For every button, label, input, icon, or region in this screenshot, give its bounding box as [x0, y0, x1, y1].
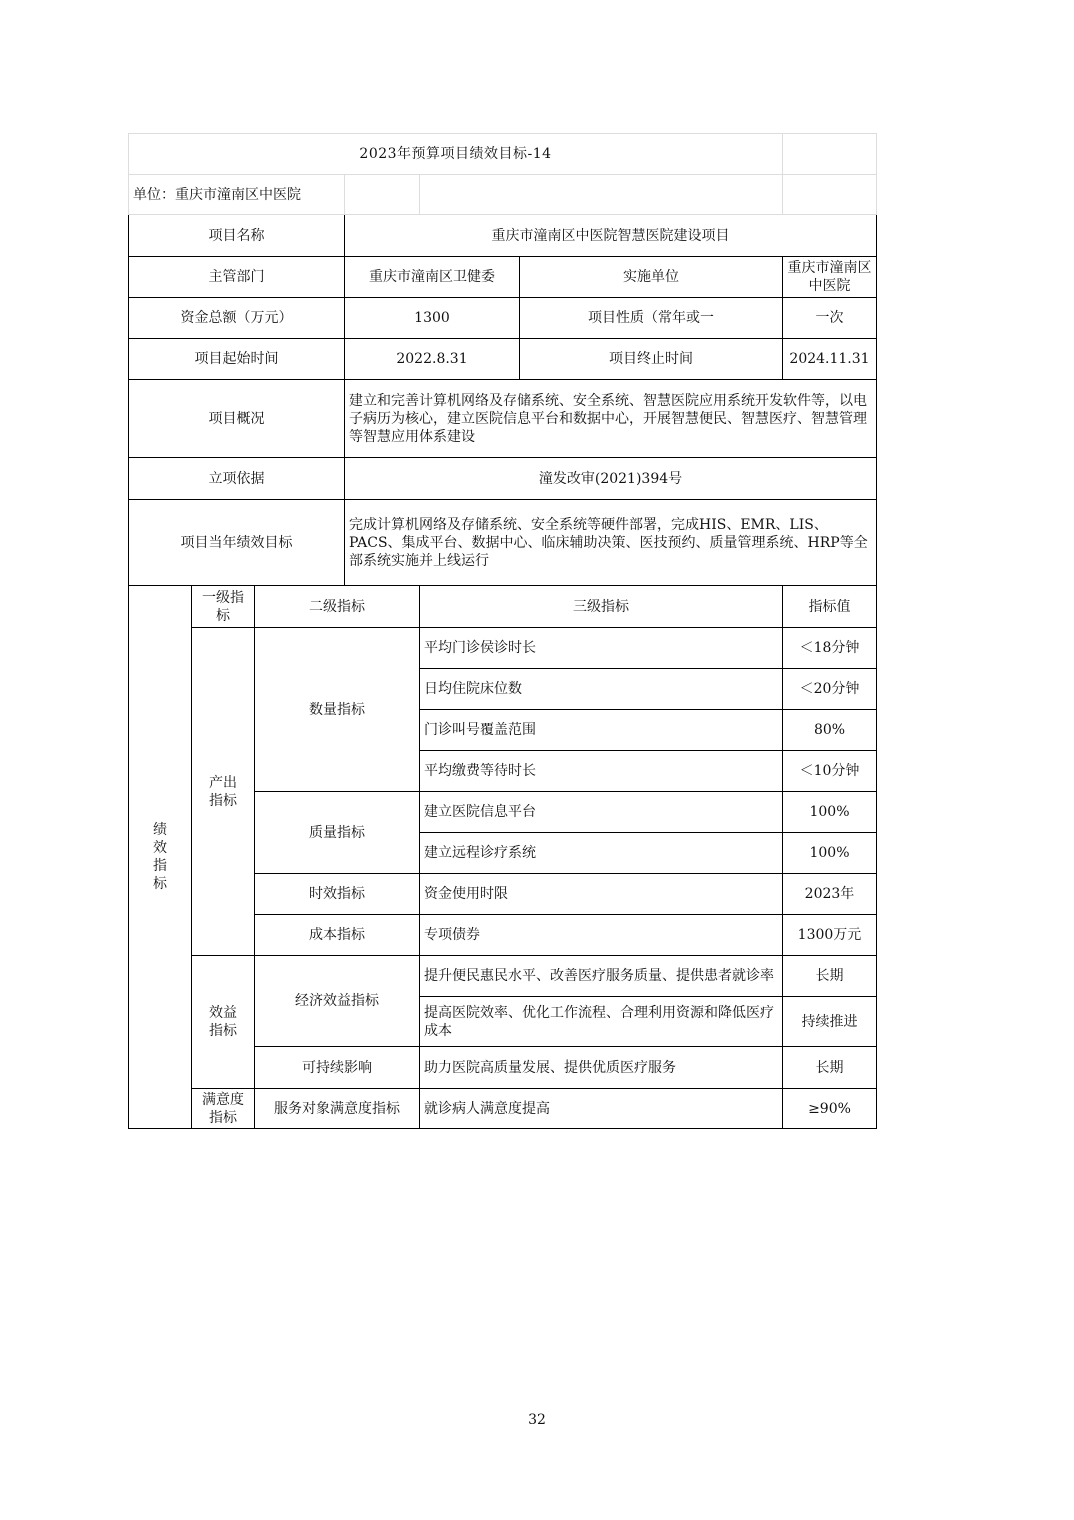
level3-item: 平均缴费等待时长: [420, 751, 783, 792]
level3-item: 建立远程诊疗系统: [420, 833, 783, 874]
indicator-value: ＜10分钟: [783, 751, 877, 792]
end-value: 2024.11.31: [783, 339, 877, 380]
indicator-value: 持续推进: [783, 997, 877, 1047]
indicator-value: 长期: [783, 1047, 877, 1089]
start-value: 2022.8.31: [345, 339, 520, 380]
level2-cost: 成本指标: [255, 915, 420, 956]
basis-label: 立项依据: [129, 458, 345, 500]
start-label: 项目起始时间: [129, 339, 345, 380]
indicator-value: 100%: [783, 792, 877, 833]
nature-value: 一次: [783, 298, 877, 339]
level3-item: 平均门诊侯诊时长: [420, 628, 783, 669]
level3-item: 建立医院信息平台: [420, 792, 783, 833]
level3-item: 门诊叫号覆盖范围: [420, 710, 783, 751]
dept-value: 重庆市潼南区卫健委: [345, 257, 520, 298]
level2-satisfaction: 服务对象满意度指标: [255, 1089, 420, 1129]
level3-item: 提高医院效率、优化工作流程、合理利用资源和降低医疗成本: [420, 997, 783, 1047]
level2-quantity: 数量指标: [255, 628, 420, 792]
header-level1: 一级指标: [192, 586, 255, 628]
impl-value: 重庆市潼南区中医院: [783, 257, 877, 298]
group-output: 产出指标: [192, 628, 255, 956]
dept-label: 主管部门: [129, 257, 345, 298]
project-name-label: 项目名称: [129, 215, 345, 257]
overview-label: 项目概况: [129, 380, 345, 458]
group-satisfaction: 满意度指标: [192, 1089, 255, 1129]
goal-label: 项目当年绩效目标: [129, 500, 345, 586]
end-label: 项目终止时间: [520, 339, 783, 380]
nature-label: 项目性质（常年或一: [520, 298, 783, 339]
fund-label: 资金总额（万元）: [129, 298, 345, 339]
indicator-value: ＜20分钟: [783, 669, 877, 710]
header-value: 指标值: [783, 586, 877, 628]
level3-item: 日均住院床位数: [420, 669, 783, 710]
indicator-value: ＜18分钟: [783, 628, 877, 669]
level3-item: 助力医院高质量发展、提供优质医疗服务: [420, 1047, 783, 1089]
perf-side-label: 绩效指标: [129, 586, 192, 1129]
goal-text: 完成计算机网络及存储系统、安全系统等硬件部署，完成HIS、EMR、LIS、PACS、集成平台、数据中心、临床辅助决策、医技预约、质量管理系统、HRP等全部系统实施并上线运行: [345, 500, 877, 586]
indicator-value: 80%: [783, 710, 877, 751]
impl-label: 实施单位: [520, 257, 783, 298]
level3-item: 资金使用时限: [420, 874, 783, 915]
level3-item: 提升便民惠民水平、改善医疗服务质量、提供患者就诊率: [420, 956, 783, 997]
overview-text: 建立和完善计算机网络及存储系统、安全系统、智慧医院应用系统开发软件等，以电子病历为核心，建立医院信息平台和数据中心，开展智慧便民、智慧医疗、智慧管理等智慧应用体系建设: [345, 380, 877, 458]
header-level2: 二级指标: [255, 586, 420, 628]
header-level3: 三级指标: [420, 586, 783, 628]
indicator-value: 长期: [783, 956, 877, 997]
fund-value: 1300: [345, 298, 520, 339]
level2-quality: 质量指标: [255, 792, 420, 874]
level2-economic: 经济效益指标: [255, 956, 420, 1047]
level2-sustainable: 可持续影响: [255, 1047, 420, 1089]
indicator-value: 2023年: [783, 874, 877, 915]
indicator-value: ≥90%: [783, 1089, 877, 1129]
basis-value: 潼发改审(2021)394号: [345, 458, 877, 500]
page-title: 2023年预算项目绩效目标-14: [129, 134, 783, 175]
indicator-value: 1300万元: [783, 915, 877, 956]
level3-item: 专项债券: [420, 915, 783, 956]
project-name-value: 重庆市潼南区中医院智慧医院建设项目: [345, 215, 877, 257]
page-number: 32: [528, 1412, 546, 1428]
level3-item: 就诊病人满意度提高: [420, 1089, 783, 1129]
performance-table: [128, 133, 877, 1129]
level2-timeliness: 时效指标: [255, 874, 420, 915]
unit-label: 单位：重庆市潼南区中医院: [129, 175, 345, 215]
indicator-value: 100%: [783, 833, 877, 874]
group-benefit: 效益指标: [192, 956, 255, 1089]
